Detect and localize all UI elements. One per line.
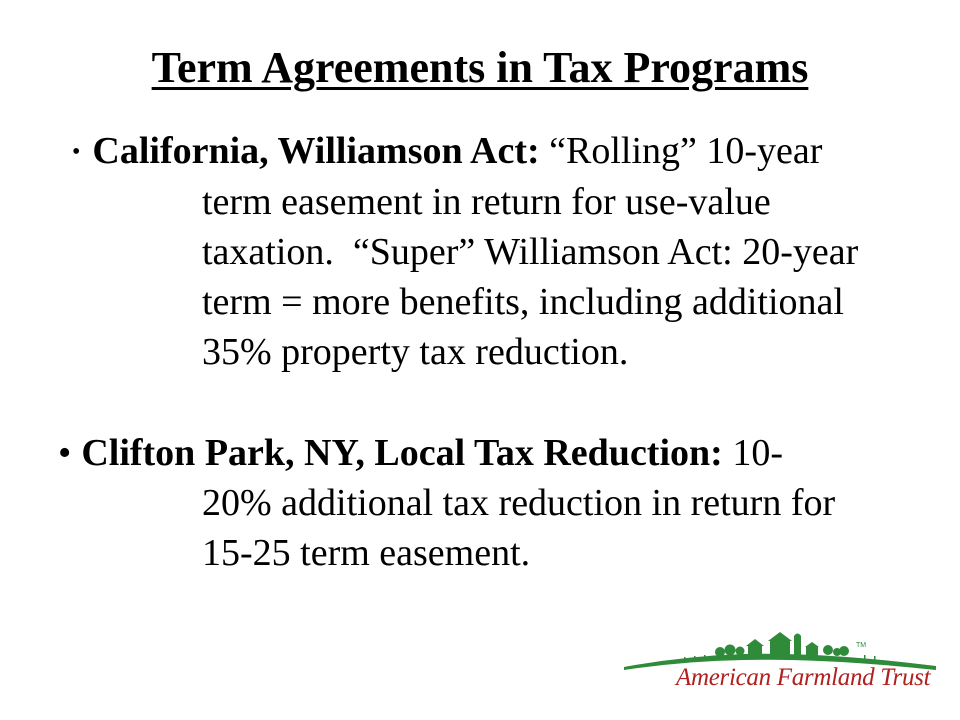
logo-text: American Farmland Trust	[676, 664, 931, 691]
bullet-dot: •	[72, 139, 81, 165]
slide-title: Term Agreements in Tax Programs	[151, 43, 809, 92]
bullet-lead: Clifton Park, NY, Local Tax Reduction:	[81, 432, 723, 474]
bullet-line: 20% additional tax reduction in return for	[202, 482, 836, 524]
bullet-clifton-park	[56, 428, 835, 578]
bullet-line: term = more benefits, including additional	[202, 281, 844, 323]
american-farmland-trust-logo	[624, 630, 936, 710]
bullet-line: taxation. “Super” Williamson Act: 20-year	[202, 231, 859, 273]
bullet-line: 15-25 term easement.	[202, 532, 531, 574]
bullet-line	[56, 126, 858, 177]
bullet-lead: California, Williamson Act:	[92, 130, 540, 172]
bullet-line: 35% property tax reduction.	[202, 331, 629, 373]
bullet-text: “Rolling” 10-year	[539, 130, 823, 172]
trademark-mark: TM	[856, 642, 867, 649]
bullet-line: term easement in return for use-value	[202, 181, 771, 223]
bullet-dot: •	[58, 432, 72, 474]
bullet-line	[56, 428, 835, 478]
bullet-williamson-act	[56, 126, 858, 377]
bullet-text: 10-	[722, 432, 783, 474]
